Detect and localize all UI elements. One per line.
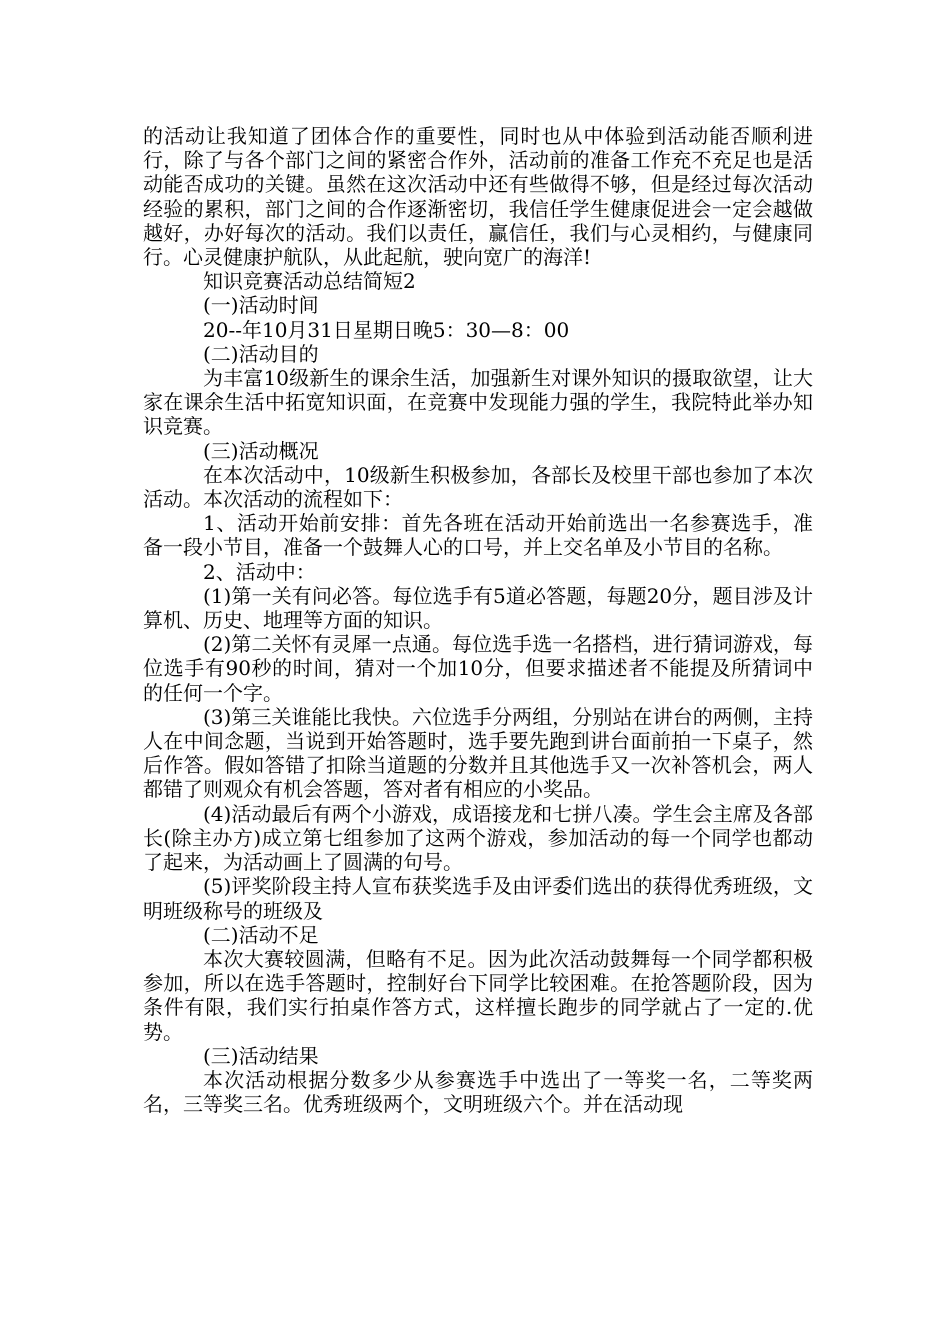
heading-activity-time: (一)活动时间 <box>203 293 319 318</box>
section-title: 知识竞赛活动总结简短2 <box>203 269 416 294</box>
paragraph-mini-games: (4)活动最后有两个小游戏，成语接龙和七拼八凑。学生会主席及各部长(除主办方)成立第七组参加了这两个游戏，参加活动的每一个同学也都动了起来，为活动画上了圆满的句号。 <box>143 801 813 875</box>
heading-activity-overview: (三)活动概况 <box>203 438 319 463</box>
heading-results: (三)活动结果 <box>203 1043 319 1068</box>
paragraph-shortcomings: 本次大赛较圆满，但略有不足。因为此次活动鼓舞每一个同学都积极参加，所以在选手答题时，控制好台下同学比较困难。在抢答题阶段，因为条件有限，我们实行拍桌作答方式，这样擅长跑步的同学就占了一定的.优势。 <box>143 946 813 1044</box>
heading-during-activity: 2、活动中： <box>203 559 316 584</box>
paragraph-round-3: (3)第三关谁能比我快。六位选手分两组，分别站在讲台的两侧，主持人在中间念题，当说到开始答题时，选手要先跑到讲台面前拍一下桌子，然后作答。假如答错了扣除当道题的分数并且其他选手又一次补答机会，两人都错了则观众有机会答题，答对者有相应的小奖品。 <box>143 704 813 802</box>
paragraph-pre-activity: 1、活动开始前安排：首先各班在活动开始前选出一名参赛选手，准备一段小节目，准备一个鼓舞人心的口号，并上交名单及小节目的名称。 <box>143 511 813 560</box>
heading-shortcomings: (二)活动不足 <box>203 922 319 947</box>
paragraph-round-2: (2)第二关怀有灵犀一点通。每位选手选一名搭档，进行猜词游戏，每位选手有90秒的时间，猜对一个加10分，但要求描述者不能提及所猜词中的任何一个字。 <box>143 632 813 705</box>
document-body <box>143 124 813 1116</box>
heading-activity-purpose: (二)活动目的 <box>203 341 319 366</box>
paragraph-round-1: (1)第一关有问必答。每位选手有5道必答题，每题20分，题目涉及计算机、历史、地理等方面的知识。 <box>143 583 813 633</box>
paragraph-awards: (5)评奖阶段主持人宣布获奖选手及由评委们选出的获得优秀班级，文明班级称号的班级及 <box>143 874 813 923</box>
paragraph-activity-overview: 在本次活动中，10级新生积极参加，各部长及校里干部也参加了本次活动。本次活动的流程如下： <box>143 462 813 512</box>
paragraph-results: 本次活动根据分数多少从参赛选手中选出了一等奖一名，二等奖两名，三等奖三名。优秀班级两个，文明班级六个。并在活动现 <box>143 1067 813 1117</box>
paragraph-teamwork-conclusion: 的活动让我知道了团体合作的重要性，同时也从中体验到活动能否顺利进行，除了与各个部门之间的紧密合作外，活动前的准备工作充不充足也是活动能否成功的关键。虽然在这次活动中还有些做得不够，但是经过每次活动经验的累积，部门之间的合作逐渐密切，我信任学生健康促进会一定会越做越好，办好每次的活动。我们以责任，赢信任，我们与心灵相约，与健康同行。心灵健康护航队，从此起航，驶向宽广的海洋! <box>143 124 813 270</box>
activity-time-value: 20--年10月31日星期日晚5：30—8：00 <box>203 317 570 342</box>
paragraph-activity-purpose: 为丰富10级新生的课余生活，加强新生对课外知识的摄取欲望，让大家在课余生活中拓宽知识面，在竞赛中发现能力强的学生，我院特此举办知识竞赛。 <box>143 366 813 439</box>
